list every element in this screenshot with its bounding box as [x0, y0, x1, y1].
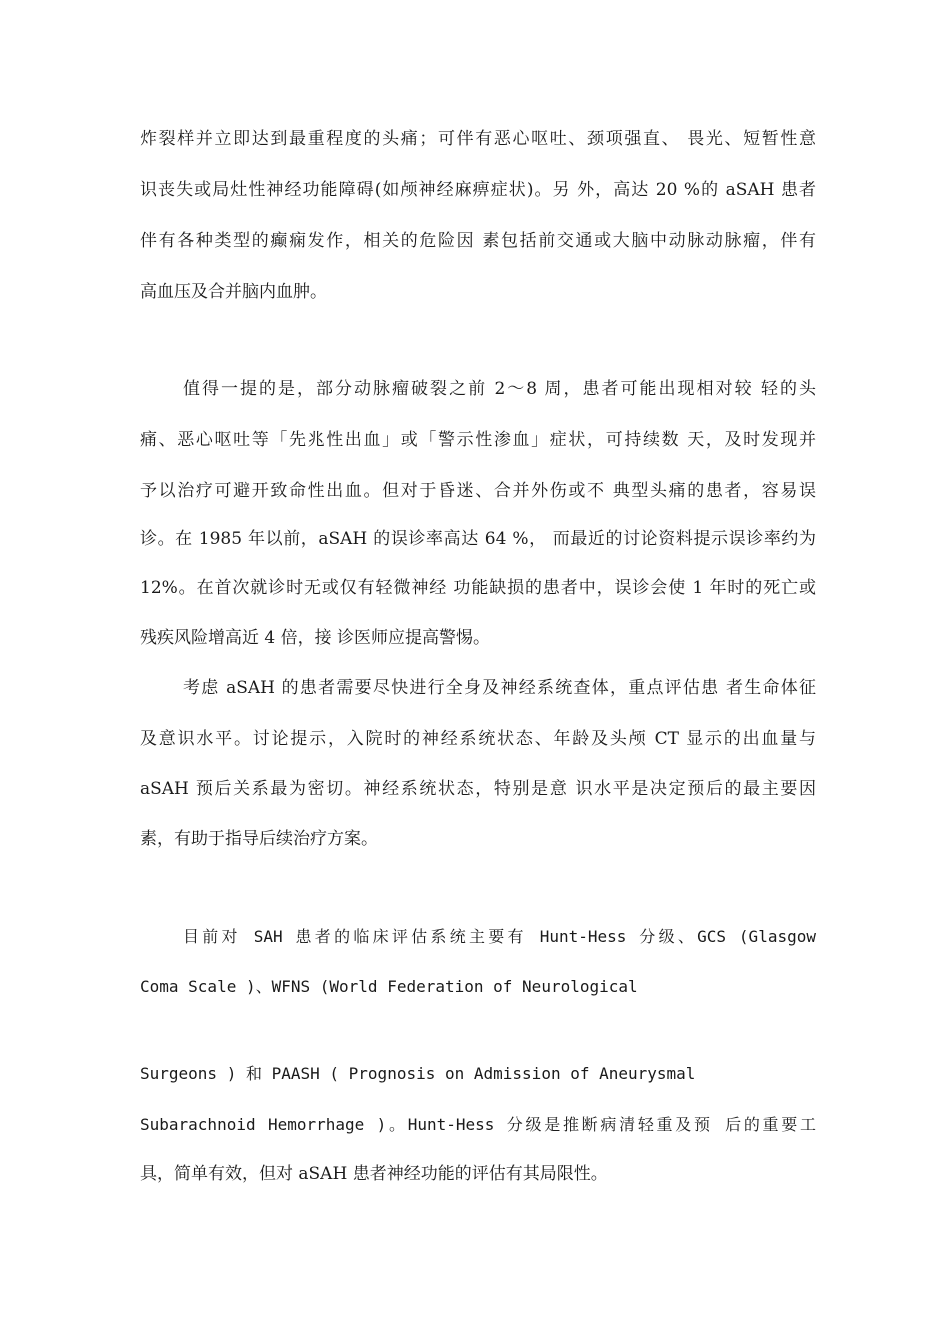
text-line: 12%。在首次就诊时无或仅有轻微神经 功能缺损的患者中，误诊会使 1 年时的死亡或	[140, 578, 816, 598]
text-line: 及意识水平。讨论提示，入院时的神经系统状态、年龄及头颅 CT 显示的出血量与	[140, 729, 816, 749]
text-line: 诊。在 1985 年以前，aSAH 的误诊率高达 64 %， 而最近的讨论资料提示误诊率约为	[140, 529, 816, 549]
text-line: 目前对 SAH 患者的临床评估系统主要有 Hunt-Hess 分级、GCS (Glasgow	[183, 927, 816, 946]
text-line: Subarachnoid Hemorrhage )。Hunt-Hess 分级是推断病清轻重及预 后的重要工	[140, 1115, 816, 1134]
text-line: 识丧失或局灶性神经功能障碍(如颅神经麻痹症状)。另 外，高达 20 %的 aSAH 患者	[140, 180, 816, 200]
text-line: 高血压及合并脑内血肿。	[140, 282, 327, 302]
text-line: 痛、恶心呕吐等「先兆性出血」或「警示性渗血」症状，可持续数 天，及时发现并	[140, 430, 816, 450]
text-line: Surgeons ) 和 PAASH ( Prognosis on Admission of Aneurysmal	[140, 1064, 696, 1083]
text-line: 考虑 aSAH 的患者需要尽快进行全身及神经系统查体，重点评估患 者生命体征	[183, 678, 816, 698]
text-line: 素，有助于指导后续治疗方案。	[140, 829, 378, 849]
text-line: Coma Scale )、WFNS (World Federation of Neurological	[140, 977, 638, 996]
text-line: 值得一提的是，部分动脉瘤破裂之前 2～8 周，患者可能出现相对较 轻的头	[183, 379, 816, 399]
text-line: 伴有各种类型的癫痫发作，相关的危险因 素包括前交通或大脑中动脉动脉瘤，伴有	[140, 231, 816, 251]
text-line: aSAH 预后关系最为密切。神经系统状态，特别是意 识水平是决定预后的最主要因	[140, 779, 816, 799]
text-line: 残疾风险增高近 4 倍，接 诊医师应提高警惕。	[140, 628, 491, 648]
text-line: 具，简单有效，但对 aSAH 患者神经功能的评估有其局限性。	[140, 1164, 608, 1184]
text-line: 予以治疗可避开致命性出血。但对于昏迷、合并外伤或不 典型头痛的患者，容易误	[140, 481, 816, 501]
text-line: 炸裂样并立即达到最重程度的头痛；可伴有恶心呕吐、颈项强直、 畏光、短暂性意	[140, 129, 816, 149]
